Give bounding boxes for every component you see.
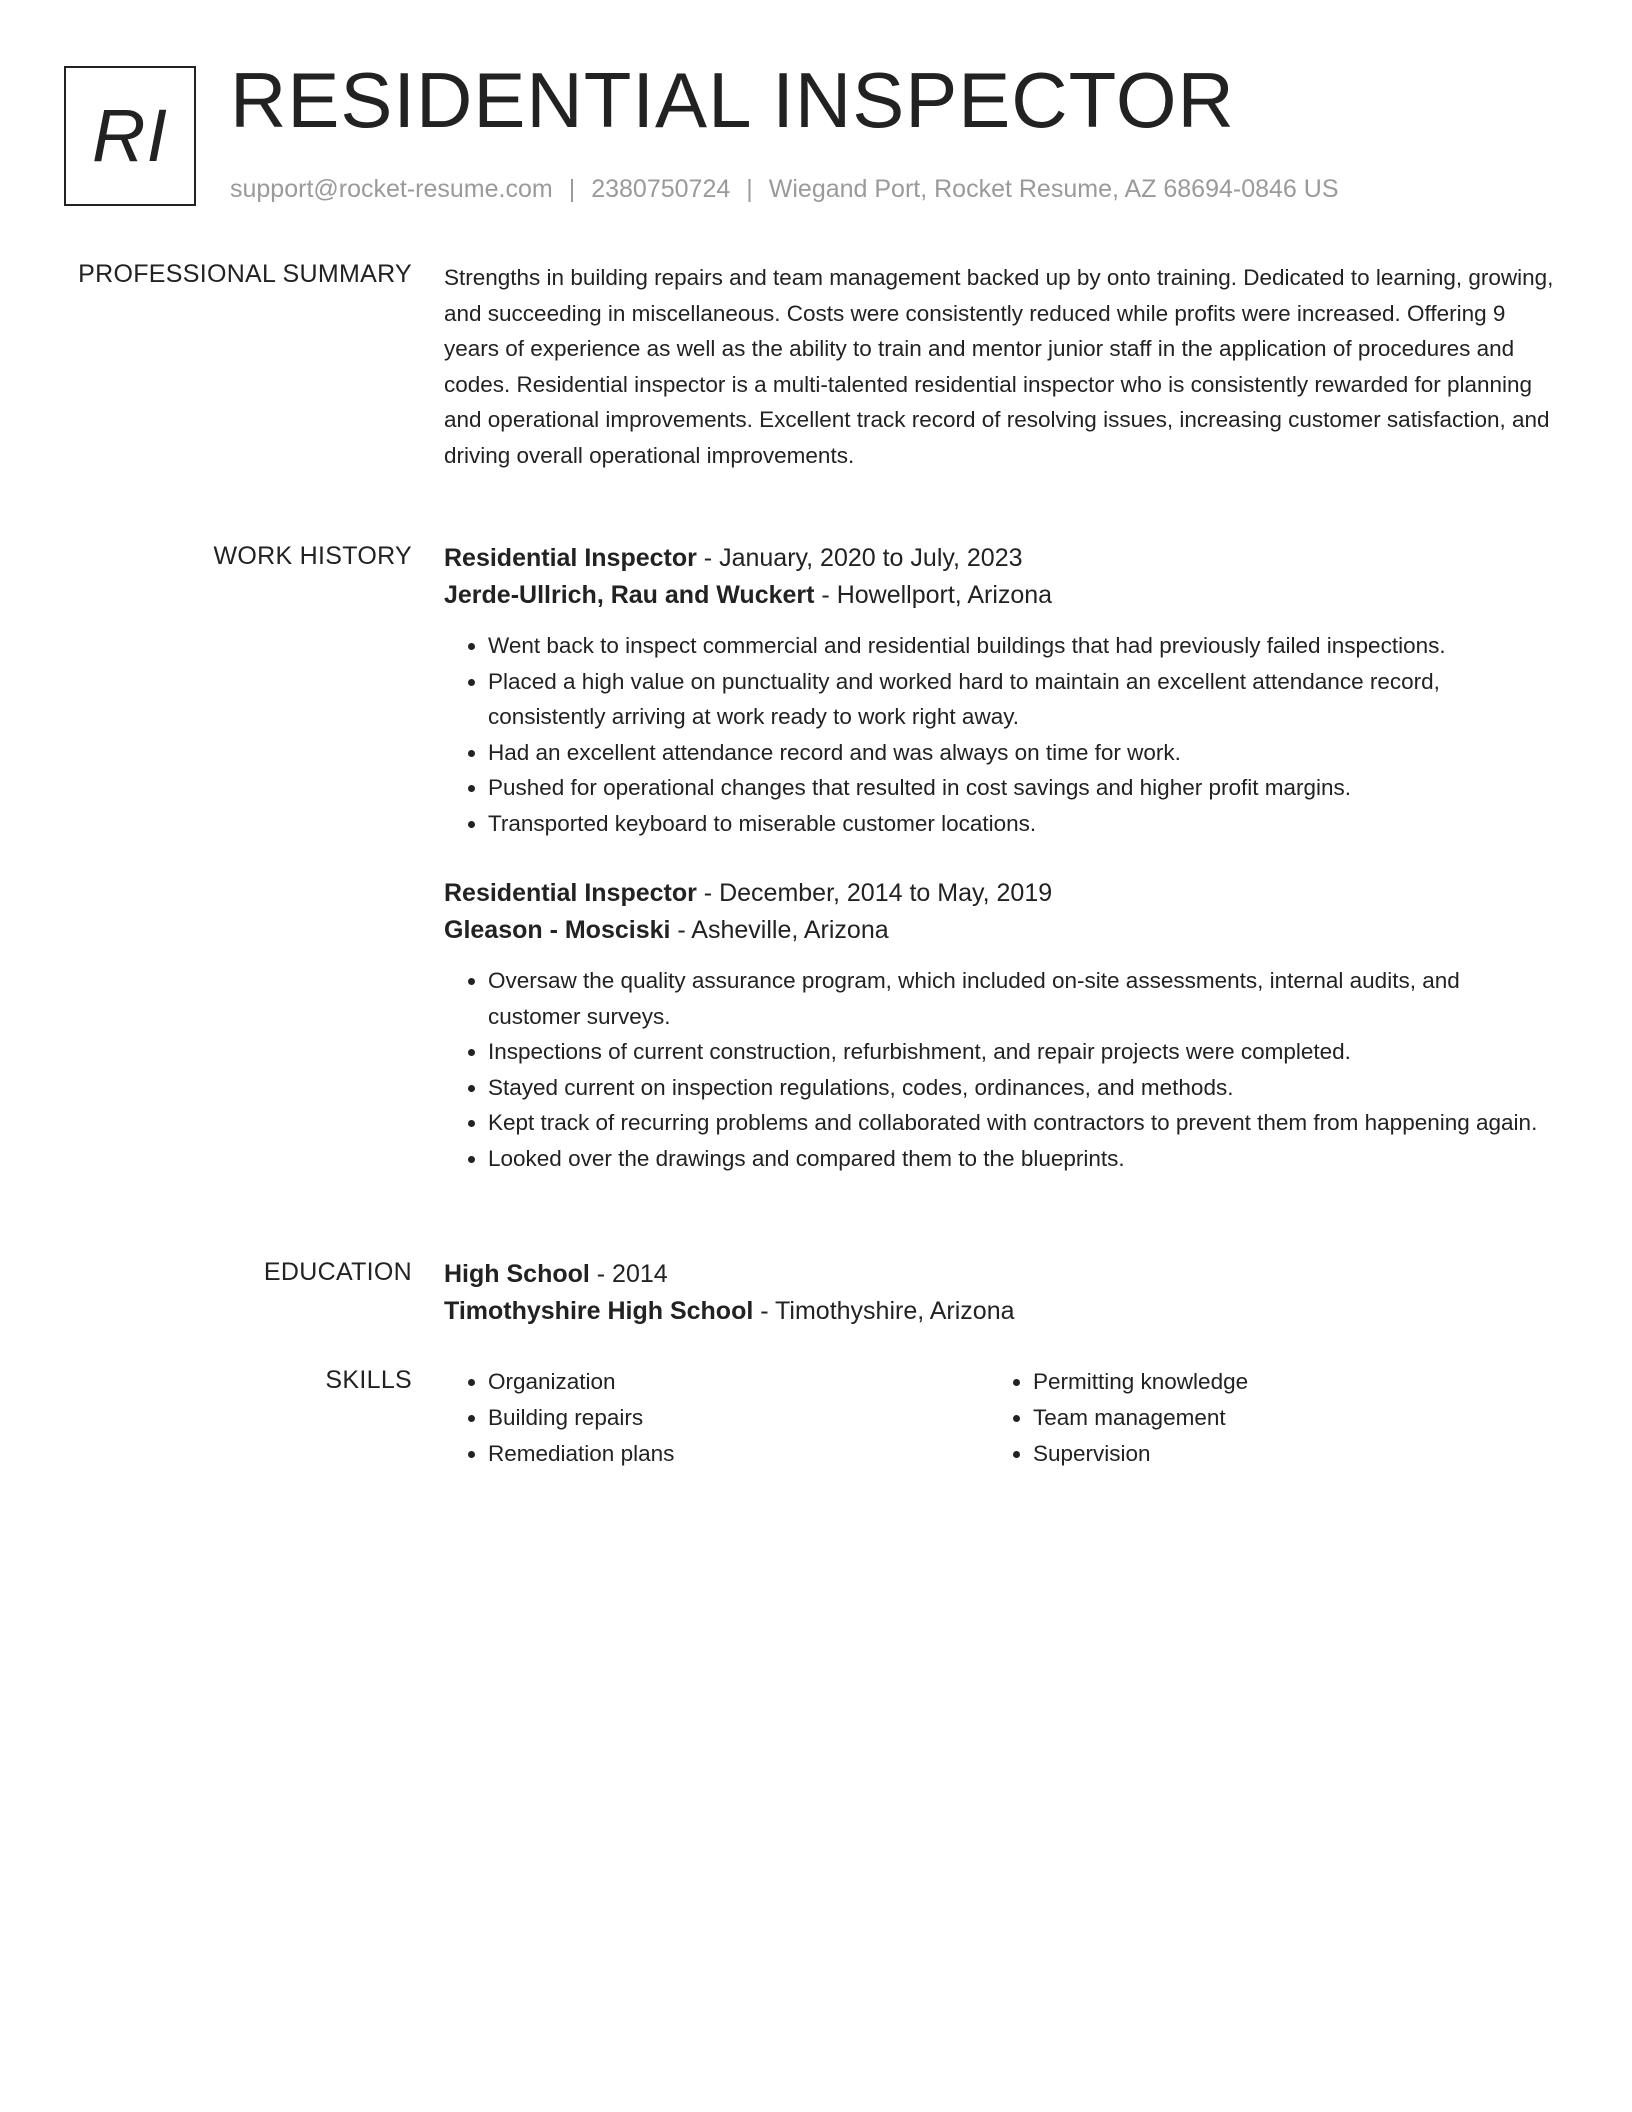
job-location: - Asheville, Arizona bbox=[670, 916, 889, 944]
skills-body bbox=[444, 1364, 1554, 1472]
monogram-text: RI bbox=[92, 94, 168, 177]
contact-email: support@rocket-resume.com bbox=[230, 175, 553, 203]
education-school-line bbox=[444, 1293, 1554, 1330]
work-history-body bbox=[444, 540, 1554, 1171]
monogram-badge bbox=[64, 66, 196, 206]
job-title: Residential Inspector bbox=[444, 879, 697, 907]
job-bullet-list bbox=[444, 628, 1554, 841]
job-company: Jerde-Ullrich, Rau and Wuckert bbox=[444, 581, 815, 609]
job-bullet: • Transported keyboard to miserable customer locations. bbox=[488, 806, 1554, 842]
job-title: Residential Inspector bbox=[444, 544, 697, 572]
job-title-line bbox=[444, 540, 1554, 577]
job-dates: - January, 2020 to July, 2023 bbox=[696, 544, 1023, 572]
job-bullet: • Oversaw the quality assurance program, which included on-site assessments, internal audits, and customer surveys. bbox=[488, 963, 1554, 1034]
candidate-name: RESIDENTIAL INSPECTOR bbox=[230, 56, 1235, 144]
summary-text: Strengths in building repairs and team management backed up by onto training. Dedicated to learning, growing, and succeeding in miscellaneous. Costs were consistently reduced while profits were increased. Offering 9 years of experience as well as the ability to train and mentor junior staff in the application of procedures and codes. Residential inspector is a multi-talented residential inspector who is consistently rewarded for planning and operational improvements. Excellent track record of resolving issues, increasing customer satisfaction, and driving overall operational improvements. bbox=[444, 265, 1554, 468]
job-bullet: • Pushed for operational changes that resulted in cost savings and higher profit margins. bbox=[488, 770, 1554, 806]
skill-item: • Building repairs bbox=[488, 1400, 989, 1436]
education-body bbox=[444, 1256, 1554, 1330]
job-bullet: • Went back to inspect commercial and residential buildings that had previously failed inspections. bbox=[488, 628, 1554, 664]
education-school: Timothyshire High School bbox=[444, 1297, 754, 1325]
job-company-line bbox=[444, 912, 1554, 949]
job-entry bbox=[444, 875, 1554, 1176]
section-label-skills: SKILLS bbox=[325, 1366, 412, 1394]
contact-line bbox=[230, 174, 1339, 204]
skill-item: • Organization bbox=[488, 1364, 989, 1400]
job-location: - Howellport, Arizona bbox=[814, 581, 1053, 609]
job-company: Gleason - Mosciski bbox=[444, 916, 671, 944]
skills-grid bbox=[444, 1364, 1554, 1472]
job-bullet: • Had an excellent attendance record and was always on time for work. bbox=[488, 735, 1554, 771]
skill-item: • Team management bbox=[1033, 1400, 1534, 1436]
contact-separator: | bbox=[568, 175, 576, 203]
job-bullet-list bbox=[444, 963, 1554, 1176]
contact-separator: | bbox=[746, 175, 753, 203]
job-title-line bbox=[444, 875, 1554, 912]
contact-address: Wiegand Port, Rocket Resume, AZ 68694-0846 US bbox=[768, 175, 1339, 203]
skill-item: • Permitting knowledge bbox=[1033, 1364, 1534, 1400]
job-company-line bbox=[444, 577, 1554, 614]
skill-item: • Supervision bbox=[1033, 1436, 1534, 1472]
job-bullet: • Placed a high value on punctuality and worked hard to maintain an excellent attendance record, consistently arriving at work ready to work right away. bbox=[488, 664, 1554, 735]
education-degree: High School bbox=[444, 1260, 590, 1288]
skill-item: • Remediation plans bbox=[488, 1436, 989, 1472]
job-dates: - December, 2014 to May, 2019 bbox=[696, 879, 1053, 907]
education-year: - 2014 bbox=[589, 1260, 668, 1288]
skills-column-right bbox=[989, 1364, 1534, 1472]
job-bullet: • Kept track of recurring problems and collaborated with contractors to prevent them from happening again. bbox=[488, 1105, 1554, 1141]
section-label-work-history: WORK HISTORY bbox=[213, 542, 412, 570]
summary-body bbox=[444, 258, 1554, 473]
job-bullet: • Stayed current on inspection regulations, codes, ordinances, and methods. bbox=[488, 1070, 1554, 1106]
job-entry bbox=[444, 540, 1554, 841]
skills-column-left bbox=[444, 1364, 989, 1472]
job-bullet: • Inspections of current construction, refurbishment, and repair projects were completed. bbox=[488, 1034, 1554, 1070]
education-location: - Timothyshire, Arizona bbox=[753, 1297, 1015, 1325]
contact-phone: 2380750724 bbox=[591, 175, 731, 203]
section-label-education: EDUCATION bbox=[263, 1258, 412, 1286]
job-bullet: • Looked over the drawings and compared them to the blueprints. bbox=[488, 1141, 1554, 1177]
education-degree-line bbox=[444, 1256, 1554, 1293]
section-label-summary: PROFESSIONAL SUMMARY bbox=[78, 260, 412, 288]
